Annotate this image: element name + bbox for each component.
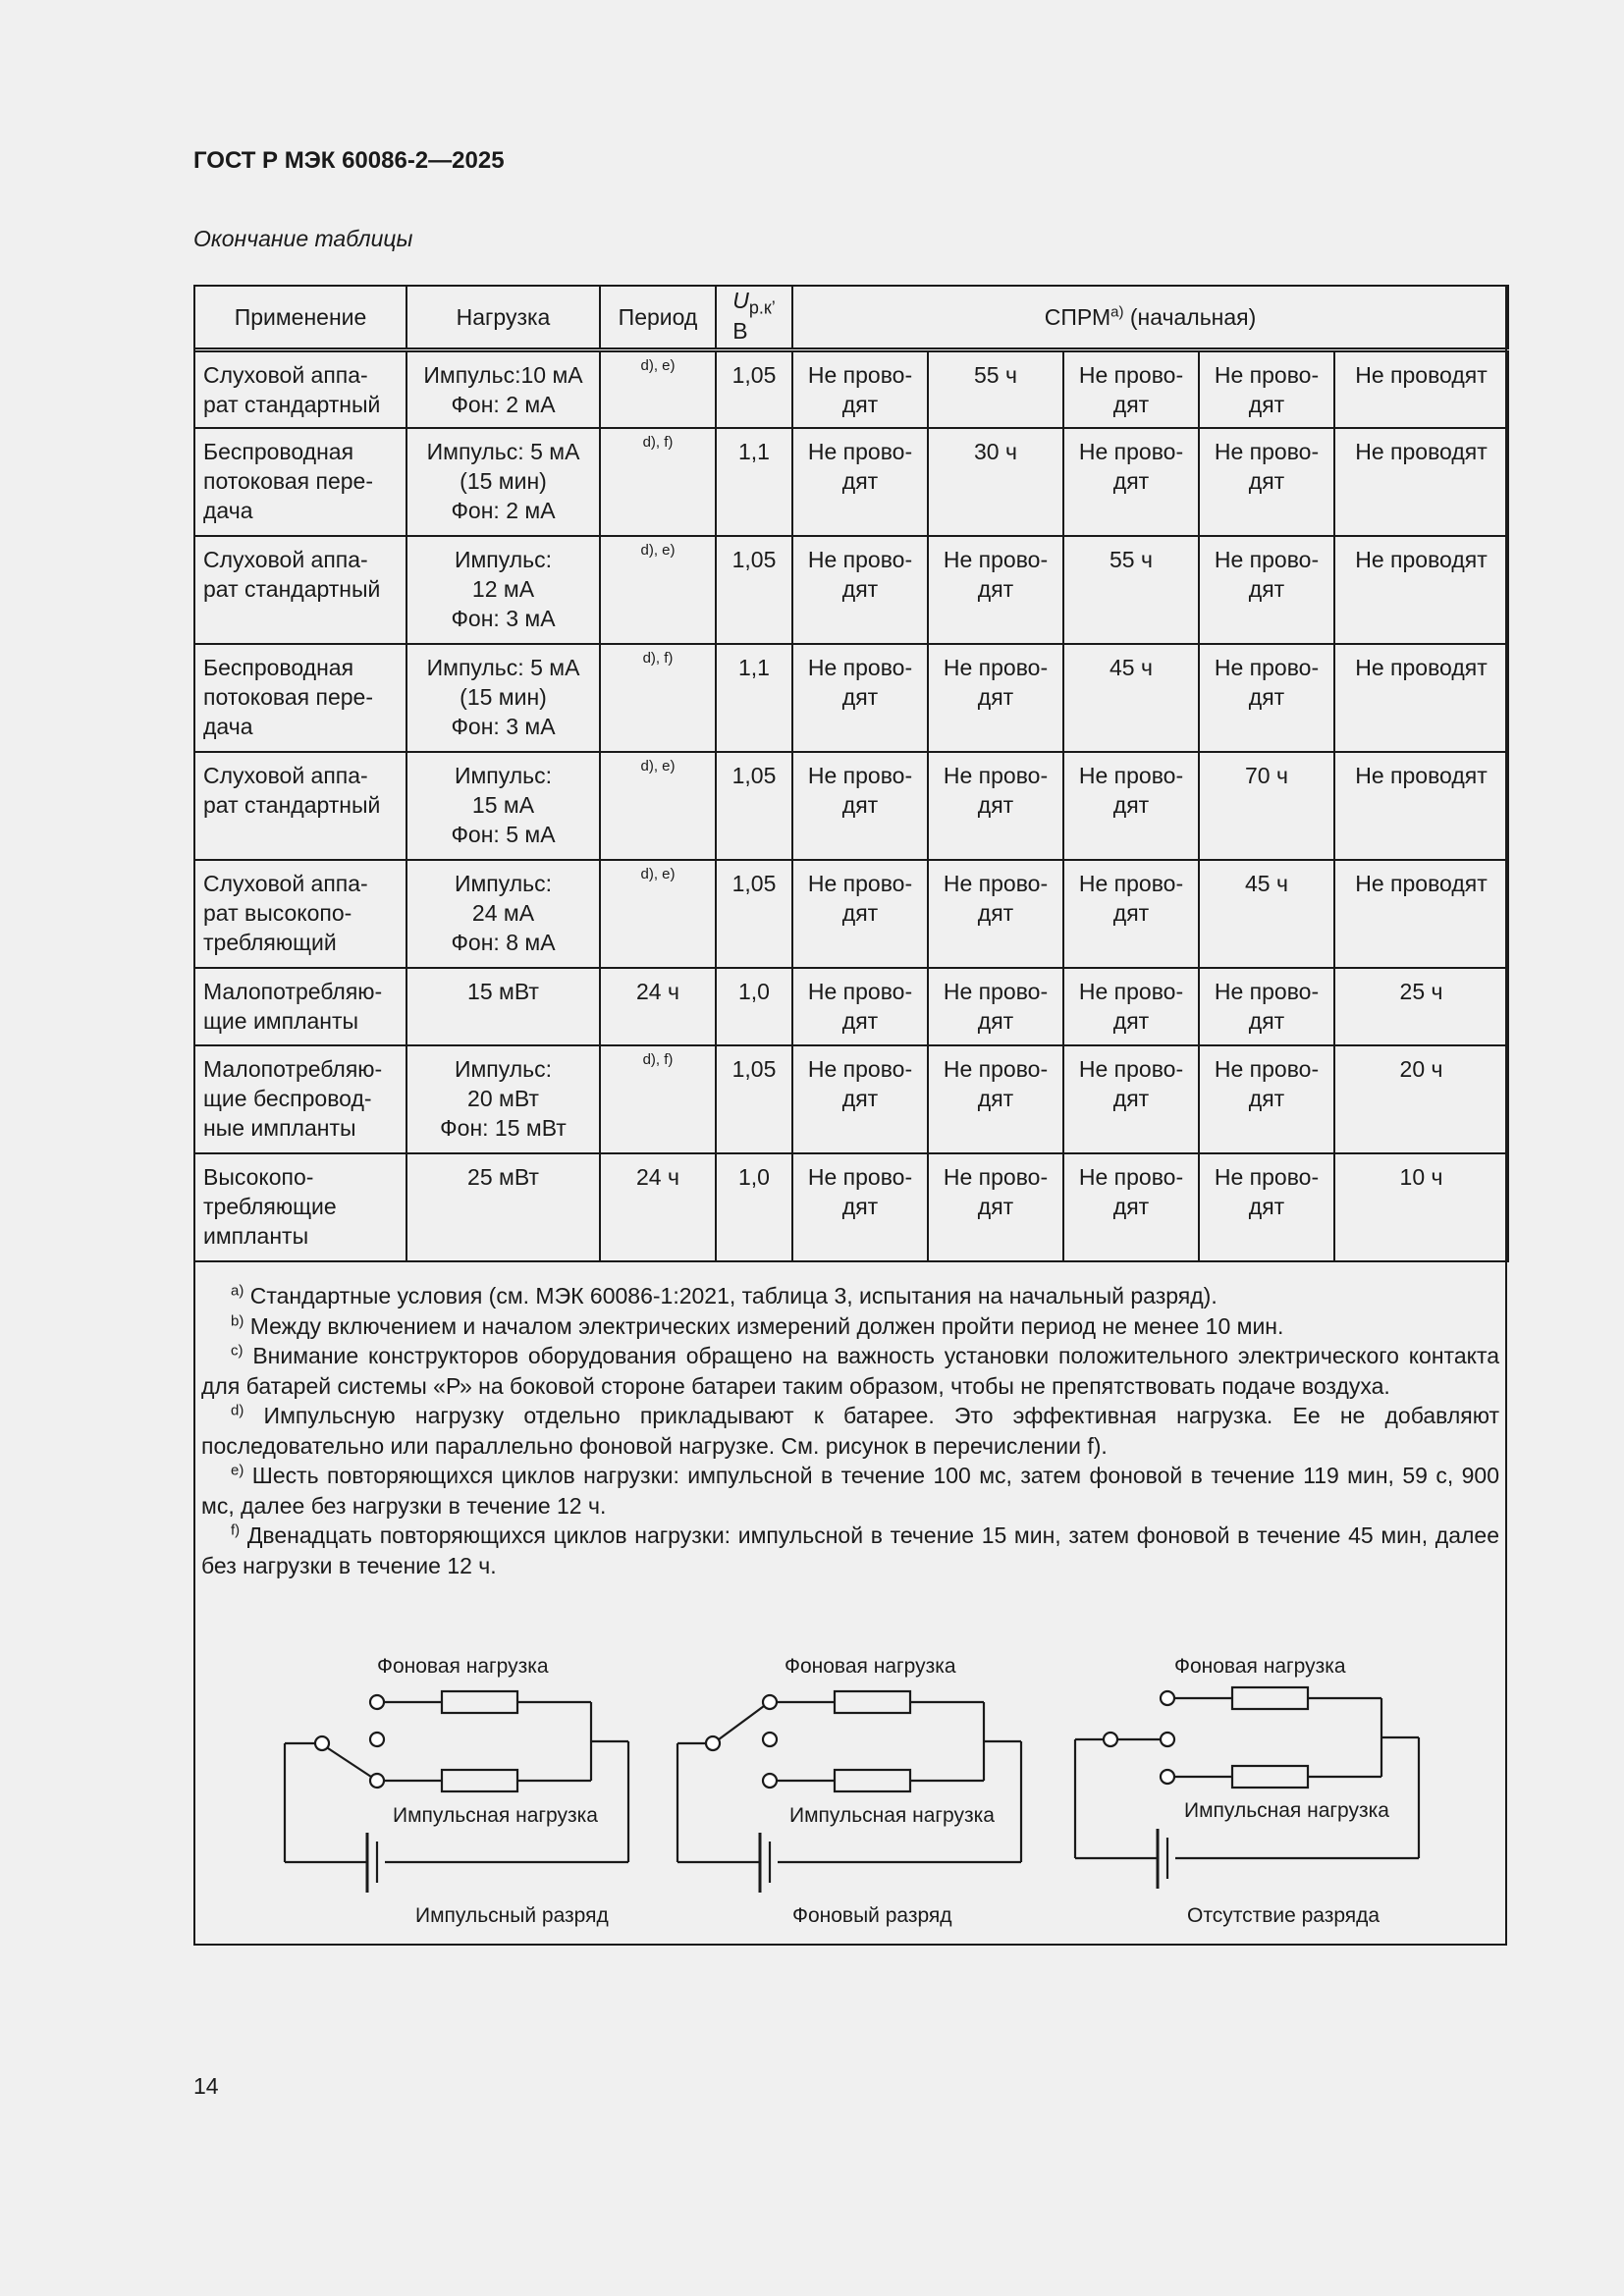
cell-voltage (716, 968, 792, 1045)
cell-load-text: Импульс: 24 мА Фон: 8 мА (451, 871, 556, 955)
cell-spr-2-text: Не прово-​дят (943, 763, 1049, 818)
cell-voltage (716, 644, 792, 752)
cell-spr-2 (928, 860, 1063, 968)
cell-load (406, 1045, 600, 1153)
cell-spr-2 (928, 968, 1063, 1045)
cell-period-text: 24 ч (636, 979, 679, 1004)
cell-spr-2-text: Не прово-​дят (943, 1056, 1049, 1111)
cell-spr-5 (1334, 1153, 1508, 1261)
table-row (194, 860, 1508, 968)
cell-load-text: Импульс: 20 мВт Фон: 15 мВт (440, 1056, 567, 1141)
cell-load (406, 536, 600, 644)
cell-spr-1 (792, 968, 928, 1045)
table-row (194, 752, 1508, 860)
cell-load (406, 860, 600, 968)
cell-application (194, 860, 406, 968)
col-header-voltage (716, 286, 792, 350)
cell-spr-1 (792, 428, 928, 536)
cell-spr-3 (1063, 1153, 1199, 1261)
cell-spr-3 (1063, 752, 1199, 860)
cell-spr-5 (1334, 860, 1508, 968)
note-mark: e) (231, 1462, 244, 1479)
cell-period (600, 536, 716, 644)
cell-spr-4 (1199, 1153, 1334, 1261)
cell-spr-3 (1063, 860, 1199, 968)
period-note-mark: d), e) (640, 357, 676, 374)
cell-spr-2-text: 55 ч (974, 362, 1017, 388)
cell-voltage-text: 1,1 (738, 439, 770, 464)
cell-period (600, 968, 716, 1045)
cell-spr-5 (1334, 428, 1508, 536)
cell-application-text: Слуховой аппа-​рат стандартный (203, 362, 381, 417)
cell-spr-5 (1334, 968, 1508, 1045)
voltage-symbol: U (732, 287, 749, 313)
table-row (194, 1045, 1508, 1153)
cell-spr-2 (928, 1045, 1063, 1153)
period-note-mark: d), f) (642, 434, 674, 451)
cell-spr-5 (1334, 1045, 1508, 1153)
cell-spr-5-text: Не проводят (1355, 655, 1488, 680)
cell-spr-5 (1334, 350, 1508, 429)
cell-spr-2-text: Не прово-​дят (943, 655, 1049, 710)
cell-spr-5 (1334, 536, 1508, 644)
cell-application-text: Беспроводная потоковая пере-​дача (203, 655, 374, 739)
cell-application-text: Слуховой аппа-​рат высокопо-​требляющий (203, 871, 368, 955)
cell-spr-1 (792, 752, 928, 860)
battery-table (193, 285, 1509, 1262)
diagram-top-label: Фоновая нагрузка (377, 1655, 549, 1678)
period-note-mark: d), f) (642, 650, 674, 667)
cell-spr-1-text: Не прово-​дят (807, 362, 913, 417)
cell-spr-3-text: Не прово-​дят (1078, 1164, 1184, 1219)
cell-spr-3-text: Не прово-​дят (1078, 439, 1184, 494)
cell-spr-5-text: Не проводят (1355, 439, 1488, 464)
cell-load (406, 968, 600, 1045)
col-header-period: Период (600, 286, 716, 350)
cell-spr-3 (1063, 968, 1199, 1045)
cell-spr-4-text: Не прово-​дят (1214, 655, 1320, 710)
spr-initial-label: (начальная) (1129, 304, 1257, 330)
cell-spr-2 (928, 752, 1063, 860)
cell-application (194, 350, 406, 429)
cell-spr-5-text: 25 ч (1399, 979, 1443, 1004)
cell-spr-2 (928, 350, 1063, 429)
cell-load-text: Импульс: 5 мА (15 мин) Фон: 3 мА (426, 655, 580, 739)
voltage-unit: В (732, 318, 748, 345)
cell-spr-5 (1334, 752, 1508, 860)
table-note (201, 1311, 1499, 1342)
diagram-caption: Фоновый разряд (792, 1904, 952, 1927)
note-mark: f) (231, 1522, 241, 1539)
cell-period (600, 350, 716, 429)
cell-spr-5-text: 20 ч (1399, 1056, 1443, 1082)
period-note-mark: d), f) (642, 1051, 674, 1068)
cell-spr-1 (792, 1153, 928, 1261)
cell-spr-1 (792, 644, 928, 752)
cell-load-text: Импульс: 5 мА (15 мин) Фон: 2 мА (426, 439, 580, 523)
cell-voltage-text: 1,05 (731, 871, 777, 896)
voltage-subscript: р.к’ (748, 297, 776, 318)
cell-load-text: 15 мВт (467, 979, 539, 1004)
diagram-mid-label: Импульсная нагрузка (1184, 1799, 1389, 1822)
cell-spr-4 (1199, 860, 1334, 968)
cell-period (600, 644, 716, 752)
cell-spr-4 (1199, 428, 1334, 536)
cell-spr-1-text: Не прово-​дят (807, 1056, 913, 1111)
cell-spr-1 (792, 350, 928, 429)
period-note-mark: d), e) (640, 758, 676, 774)
cell-spr-4-text: Не прово-​дят (1214, 1164, 1320, 1219)
cell-voltage-text: 1,0 (738, 1164, 770, 1190)
diagram-caption: Импульсный разряд (415, 1904, 609, 1927)
cell-spr-3 (1063, 644, 1199, 752)
cell-spr-1-text: Не прово-​дят (807, 1164, 913, 1219)
diagram-caption: Отсутствие разряда (1187, 1904, 1380, 1927)
cell-load-text: Импульс: 15 мА Фон: 5 мА (451, 763, 556, 847)
cell-load-text: Импульс:10 мА Фон: 2 мА (423, 362, 583, 417)
table-note (201, 1521, 1499, 1580)
cell-voltage (716, 428, 792, 536)
note-text: Между включением и началом электрических измерений должен пройти период не менее 10 мин. (249, 1312, 1284, 1339)
cell-application-text: Малопотребляю-​щие беспровод-​ные импланты (203, 1056, 383, 1141)
diagram-top-label: Фоновая нагрузка (1174, 1655, 1346, 1678)
cell-voltage (716, 350, 792, 429)
diagram-top-label: Фоновая нагрузка (785, 1655, 956, 1678)
cell-spr-4 (1199, 1045, 1334, 1153)
cell-spr-1 (792, 536, 928, 644)
cell-voltage-text: 1,05 (731, 362, 777, 388)
note-mark: b) (231, 1311, 244, 1329)
table-note (201, 1401, 1499, 1461)
cell-application-text: Малопотребляю-​щие импланты (203, 979, 383, 1034)
cell-spr-1-text: Не прово-​дят (807, 871, 913, 926)
cell-spr-3-text: Не прово-​дят (1078, 362, 1184, 417)
period-note-mark: d), e) (640, 542, 676, 559)
cell-period (600, 752, 716, 860)
cell-period (600, 860, 716, 968)
cell-period (600, 1045, 716, 1153)
cell-spr-4-text: Не прово-​дят (1214, 547, 1320, 602)
note-mark: c) (231, 1342, 244, 1360)
cell-application (194, 428, 406, 536)
page-number: 14 (193, 2073, 219, 2099)
cell-application (194, 1045, 406, 1153)
cell-voltage (716, 752, 792, 860)
spr-note-mark: а) (1110, 303, 1124, 321)
cell-voltage-text: 1,05 (731, 1056, 777, 1082)
cell-spr-1-text: Не прово-​дят (807, 763, 913, 818)
cell-spr-2-text: Не прово-​дят (943, 979, 1049, 1034)
cell-load-text: Импульс: 12 мА Фон: 3 мА (451, 547, 556, 631)
cell-voltage-text: 1,05 (731, 763, 777, 788)
circuit-diagram-open (1065, 1649, 1438, 1934)
cell-application (194, 752, 406, 860)
cell-spr-4-text: 70 ч (1245, 763, 1288, 788)
cell-spr-4-text: Не прово-​дят (1214, 979, 1320, 1034)
cell-load (406, 428, 600, 536)
cell-spr-5-text: 10 ч (1399, 1164, 1443, 1190)
cell-spr-2 (928, 1153, 1063, 1261)
cell-spr-5-text: Не проводят (1355, 871, 1488, 896)
cell-period-text: 24 ч (636, 1164, 679, 1190)
cell-application-text: Слуховой аппа-​рат стандартный (203, 763, 381, 818)
col-header-spr (792, 286, 1508, 350)
table-note (201, 1281, 1499, 1311)
circuit-diagram-background (668, 1649, 1041, 1934)
cell-spr-4-text: 45 ч (1245, 871, 1288, 896)
cell-spr-2 (928, 644, 1063, 752)
cell-load (406, 1153, 600, 1261)
table-row (194, 644, 1508, 752)
cell-spr-1-text: Не прово-​дят (807, 439, 913, 494)
cell-spr-3 (1063, 536, 1199, 644)
cell-load (406, 752, 600, 860)
cell-spr-1 (792, 1045, 928, 1153)
cell-spr-3 (1063, 428, 1199, 536)
col-header-application: Применение (194, 286, 406, 350)
period-note-mark: d), e) (640, 866, 676, 882)
note-mark: a) (231, 1282, 244, 1300)
note-text: Импульсную нагрузку отдельно прикладывают к батарее. Это эффективная нагрузка. Ее не добавляют последовательно или параллельно фоновой нагрузке. См. рисунок в перечислении f). (201, 1403, 1499, 1459)
document-header: ГОСТ Р МЭК 60086-2—2025 (193, 147, 505, 174)
cell-spr-2-text: 30 ч (974, 439, 1017, 464)
note-text: Двенадцать повторяющихся циклов нагрузки: импульсной в течение 15 мин, затем фоновой в течение 45 мин, далее без нагрузки в течение 12 ч. (201, 1522, 1499, 1578)
cell-spr-4-text: Не прово-​дят (1214, 439, 1320, 494)
cell-spr-4 (1199, 644, 1334, 752)
table-row (194, 428, 1508, 536)
cell-spr-3 (1063, 1045, 1199, 1153)
cell-spr-2 (928, 536, 1063, 644)
cell-application-text: Беспроводная потоковая пере-​дача (203, 439, 374, 523)
cell-spr-1-text: Не прово-​дят (807, 655, 913, 710)
table-note (201, 1341, 1499, 1401)
cell-application (194, 1153, 406, 1261)
note-text: Шесть повторяющихся циклов нагрузки: импульсной в течение 100 мс, затем фоновой в течение 119 мин, 59 с, 900 мс, далее без нагрузки в течение 12 ч. (201, 1463, 1499, 1519)
cell-period (600, 428, 716, 536)
cell-spr-5-text: Не проводят (1355, 547, 1488, 572)
table-notes (201, 1281, 1499, 1580)
spr-label: СПРМ (1044, 304, 1111, 330)
table-header-row (194, 286, 1508, 350)
note-text: Внимание конструкторов оборудования обращено на важность установки положительного электрического контакта для батарей системы «Р» на боковой стороне батареи таким образом, чтобы не препятствовать подаче воздуха. (201, 1343, 1500, 1399)
cell-spr-3 (1063, 350, 1199, 429)
cell-spr-2-text: Не прово-​дят (943, 871, 1049, 926)
cell-application (194, 644, 406, 752)
table-row (194, 536, 1508, 644)
cell-application (194, 968, 406, 1045)
cell-spr-4-text: Не прово-​дят (1214, 1056, 1320, 1111)
cell-spr-3-text: Не прово-​дят (1078, 1056, 1184, 1111)
cell-spr-2-text: Не прово-​дят (943, 547, 1049, 602)
cell-spr-3-text: Не прово-​дят (1078, 871, 1184, 926)
cell-voltage-text: 1,05 (731, 547, 777, 572)
cell-voltage (716, 860, 792, 968)
cell-spr-4 (1199, 350, 1334, 429)
cell-spr-2-text: Не прово-​дят (943, 1164, 1049, 1219)
diagram-mid-label: Импульсная нагрузка (789, 1804, 995, 1827)
note-mark: d) (231, 1402, 244, 1419)
cell-application-text: Высокопо-​требляющие импланты (203, 1164, 337, 1249)
cell-spr-5-text: Не проводят (1355, 362, 1488, 388)
cell-voltage-text: 1,0 (738, 979, 770, 1004)
table-row (194, 968, 1508, 1045)
cell-voltage (716, 1153, 792, 1261)
circuit-diagram-pulse (275, 1649, 648, 1934)
table-caption: Окончание таблицы (193, 226, 413, 251)
cell-voltage (716, 1045, 792, 1153)
cell-spr-1-text: Не прово-​дят (807, 547, 913, 602)
cell-spr-4-text: Не прово-​дят (1214, 362, 1320, 417)
cell-spr-3-text: 55 ч (1110, 547, 1153, 572)
cell-application-text: Слуховой аппа-​рат стандартный (203, 547, 381, 602)
cell-spr-4 (1199, 968, 1334, 1045)
diagram-mid-label: Импульсная нагрузка (393, 1804, 598, 1827)
cell-load (406, 644, 600, 752)
table-note (201, 1461, 1499, 1521)
cell-voltage (716, 536, 792, 644)
col-header-load: Нагрузка (406, 286, 600, 350)
cell-application (194, 536, 406, 644)
cell-spr-3-text: Не прово-​дят (1078, 763, 1184, 818)
cell-spr-3-text: 45 ч (1110, 655, 1153, 680)
cell-spr-5 (1334, 644, 1508, 752)
cell-spr-3-text: Не прово-​дят (1078, 979, 1184, 1034)
cell-spr-2 (928, 428, 1063, 536)
table-row (194, 1153, 1508, 1261)
cell-spr-5-text: Не проводят (1355, 763, 1488, 788)
table-row (194, 350, 1508, 429)
cell-load-text: 25 мВт (467, 1164, 539, 1190)
note-text: Стандартные условия (см. МЭК 60086-1:2021, таблица 3, испытания на начальный разряд). (249, 1283, 1218, 1308)
cell-spr-1 (792, 860, 928, 968)
cell-spr-1-text: Не прово-​дят (807, 979, 913, 1034)
cell-spr-4 (1199, 752, 1334, 860)
cell-load (406, 350, 600, 429)
cell-period (600, 1153, 716, 1261)
cell-spr-4 (1199, 536, 1334, 644)
cell-voltage-text: 1,1 (738, 655, 770, 680)
